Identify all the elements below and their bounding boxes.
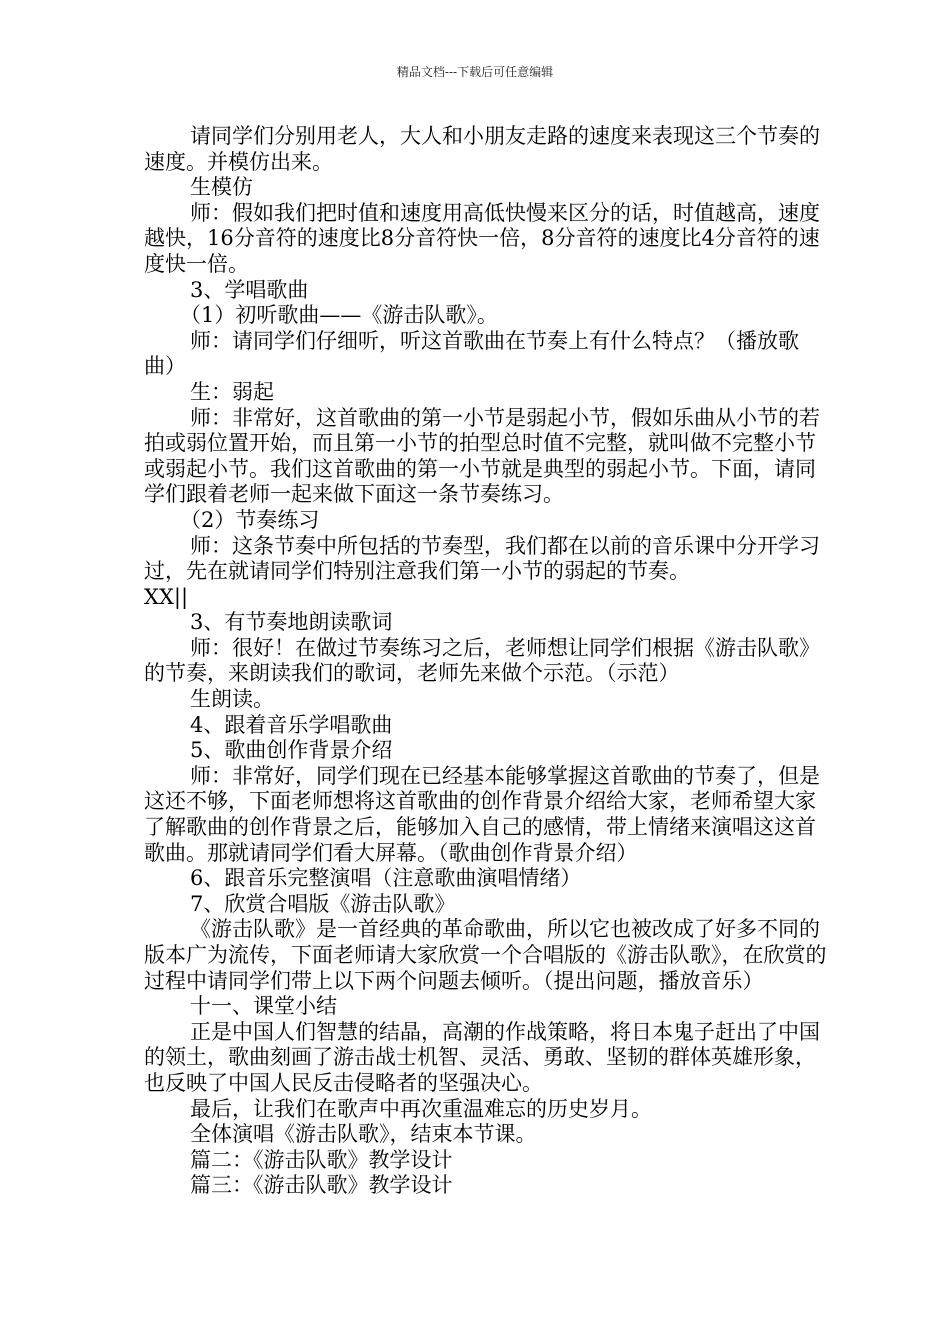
section-heading: 7、欣赏合唱版《游击队歌》 [190,891,456,916]
section-heading: 3、学唱歌曲 [190,277,309,302]
paragraph: 师：非常好，同学们现在已经基本能够掌握这首歌曲的节奏了，但是这还不够，下面老师想将这首歌曲的创作背景介绍给大家，老师希望大家了解歌曲的创作背景之后，能够加入自己的感情，带上情绪来演唱这这首歌曲。那就请同学们看大屏幕。（歌曲创作背景介绍） [144,763,820,865]
subsection-heading: （2）节奏练习 [180,507,320,532]
section-heading: 3、有节奏地朗读歌词 [190,610,393,635]
section-heading: 6、跟音乐完整演唱（注意歌曲演唱情绪） [190,866,582,891]
paragraph: 正是中国人们智慧的结晶，高潮的作战策略，将日本鬼子赶出了中国的领土，歌曲刻画了游击战士机智、灵活、勇敢、坚韧的群体英雄形象，也反映了中国人民反击侵略者的坚强决心。 [144,1019,820,1095]
paragraph: 师：请同学们仔细听，听这首歌曲在节奏上有什么特点？（播放歌曲） [144,328,799,379]
paragraph: 师：非常好，这首歌曲的第一小节是弱起小节，假如乐曲从小节的若拍或弱位置开始，而且第一小节的拍型总时值不完整，就叫做不完整小节或弱起小节。我们这首歌曲的第一小节就是典型的弱起小节。下面，请同学们跟着老师一起来做下面这一条节奏练习。 [144,405,820,507]
section-heading: 十一、课堂小结 [190,994,337,1019]
document-body [144,124,828,1199]
paragraph: 生：弱起 [190,379,274,404]
paragraph: 师：假如我们把时值和速度用高低快慢来区分的话，时值越高，速度越快，16分音符的速度比8分音符快一倍，8分音符的速度比4分音符的速度快一倍。 [144,200,820,276]
section-heading: 4、跟着音乐学唱歌曲 [190,712,393,737]
page-header: 精品文档---下载后可任意编辑 [396,65,554,79]
paragraph: 最后，让我们在歌声中再次重温难忘的历史岁月。 [190,1096,652,1121]
paragraph: 生朗读。 [190,687,274,712]
paragraph: 《游击队歌》是一首经典的革命歌曲，所以它也被改成了好多不同的版本广为流传，下面老师请大家欣赏一个合唱版的《游击队歌》，在欣赏的过程中请同学们带上以下两个问题去倾听。（提出问题，播放音乐） [144,917,827,993]
paragraph: 师：很好！在做过节奏练习之后，老师想让同学们根据《游击队歌》的节奏，来朗读我们的歌词，老师先来做个示范。（示范） [144,635,820,686]
paragraph: 师：这条节奏中所包括的节奏型，我们都在以前的音乐课中分开学习过，先在就请同学们特别注意我们第一小节的弱起的节奏。 [144,533,820,584]
paragraph: 篇二：《游击队歌》教学设计 [190,1147,453,1172]
paragraph: 生模仿 [190,175,253,200]
paragraph: 篇三：《游击队歌》教学设计 [190,1173,453,1198]
paragraph: 全体演唱《游击队歌》，结束本节课。 [190,1122,537,1147]
section-heading: 5、歌曲创作背景介绍 [190,738,393,763]
subsection-heading: （1）初听歌曲——《游击队歌》。 [180,303,498,328]
rhythm-notation: XX|| [144,584,189,609]
paragraph: 请同学们分别用老人，大人和小朋友走路的速度来表现这三个节奏的速度。并模仿出来。 [144,124,820,174]
